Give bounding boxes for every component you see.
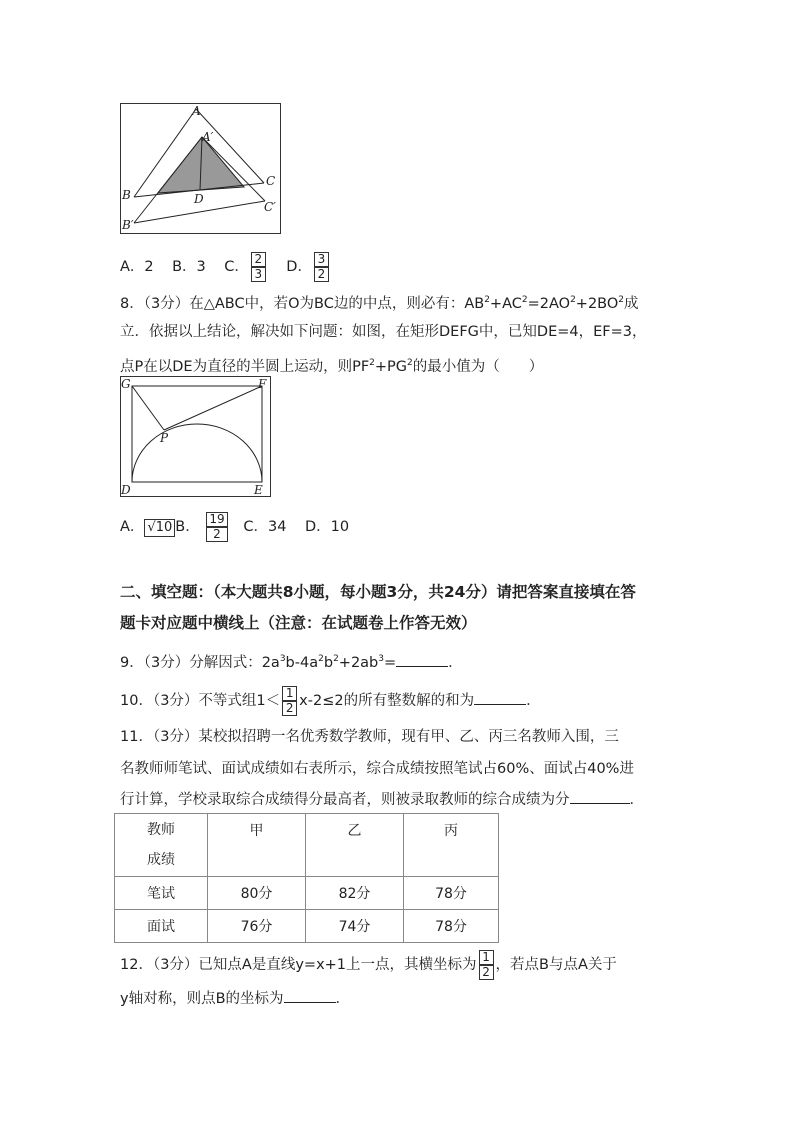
- q11-answer-blank[interactable]: [570, 789, 630, 804]
- label-d: D: [121, 483, 131, 497]
- q8-line-2: 立．依据以上结论，解决如下问题：如图，在矩形DEFG中，已知DE=4，EF=3，: [120, 324, 647, 340]
- triangle-figure: [120, 103, 282, 235]
- label-a: A: [192, 104, 201, 118]
- q12-line-1: 12．（3分）已知点A是直线y=x+1上一点，其横坐标为 $\frac{1}{2}$ ，若点B与点A关于: [120, 950, 617, 979]
- score-table: [114, 813, 499, 943]
- q10: 10．（3分）不等式组1＜ $\frac{1}{2}$ x-2≤2的所有整数解的和为 ．: [120, 686, 541, 715]
- rectangle-semicircle-figure: [120, 376, 272, 498]
- q7-options: [120, 252, 331, 282]
- q8-option-b-prefix: B．: [175, 519, 200, 535]
- label-b: B: [122, 188, 131, 202]
- q8-option-b-fraction: $\frac{19}{2}$: [206, 512, 227, 542]
- label-b-prime: B′: [122, 218, 134, 232]
- label-f: F: [258, 377, 267, 391]
- figure-frame: [121, 377, 271, 497]
- q11-line-1: 11．（3分）某校拟招聘一名优秀数学教师，现有甲、乙、丙三名教师入围，三: [120, 729, 619, 745]
- table-corner-cell: 教师 成绩: [115, 814, 208, 877]
- q9: 9．（3分）分解因式：$2a^3b-4a^2b^2+2ab^3=$ ．: [120, 648, 463, 674]
- table-row: 笔试 80分 82分 78分: [115, 877, 499, 910]
- table-header-yi: 乙: [306, 814, 404, 877]
- q11-line-2: 名教师师笔试、面试成绩如右表所示，综合成绩按照笔试占60%、面试占40%进: [120, 761, 634, 777]
- q12-line-2: y轴对称，则点B的坐标为 ．: [120, 988, 350, 1010]
- table-header-jia: 甲: [208, 814, 306, 877]
- q8-option-c: C．34: [243, 519, 287, 535]
- q8-options: [120, 512, 349, 542]
- q7-option-a: A．2: [120, 259, 154, 275]
- q8-line-3: 点P在以DE为直径的半圆上运动，则$PF^2+PG^2$的最小值为（ ）: [120, 358, 544, 375]
- table-header-bing: 丙: [404, 814, 499, 877]
- q8-option-a-prefix: A．: [120, 519, 145, 535]
- q8-option-d: D．10: [304, 519, 350, 535]
- q7-option-b: B．3: [172, 259, 206, 275]
- q7-option-c-fraction: $\frac{2}{3}$: [251, 252, 266, 282]
- q12-answer-blank[interactable]: [284, 988, 336, 1003]
- label-c-prime: C′: [264, 200, 276, 214]
- label-c: C: [266, 174, 276, 188]
- table-header-row: [115, 814, 499, 877]
- label-p: P: [160, 431, 169, 445]
- table-row: 面试 76分 74分 78分: [115, 910, 499, 943]
- q9-answer-blank[interactable]: [396, 652, 448, 667]
- q10-answer-blank[interactable]: [474, 690, 526, 705]
- label-a-prime: A′: [202, 130, 214, 144]
- q12-fraction: $\frac{1}{2}$: [479, 950, 494, 980]
- label-g: G: [121, 377, 131, 391]
- section-2-heading-line-2: 题卡对应题中横线上（注意：在试题卷上作答无效）: [120, 614, 477, 632]
- label-d: D: [194, 192, 204, 206]
- q7-option-d-fraction: $\frac{3}{2}$: [314, 252, 329, 282]
- section-2-heading-line-1: 二、填空题：（本大题共8小题，每小题3分，共24分）请把答案直接填在答: [120, 583, 636, 601]
- label-e: E: [254, 483, 263, 497]
- q8-option-a-sqrt: √10: [144, 519, 175, 537]
- q10-fraction: $\frac{1}{2}$: [282, 686, 297, 716]
- q11-line-3: 行计算，学校录取综合成绩得分最高者，则被录取教师的综合成绩为分 ．: [120, 789, 644, 811]
- q8-line-1: 8．（3分）在△ABC中，若O为BC边的中点，则必有：$AB^2+AC^2=2AO^2+2BO^2$成: [120, 295, 639, 312]
- q7-option-c-prefix: C．: [224, 259, 249, 275]
- q7-option-d-prefix: D．: [286, 259, 312, 275]
